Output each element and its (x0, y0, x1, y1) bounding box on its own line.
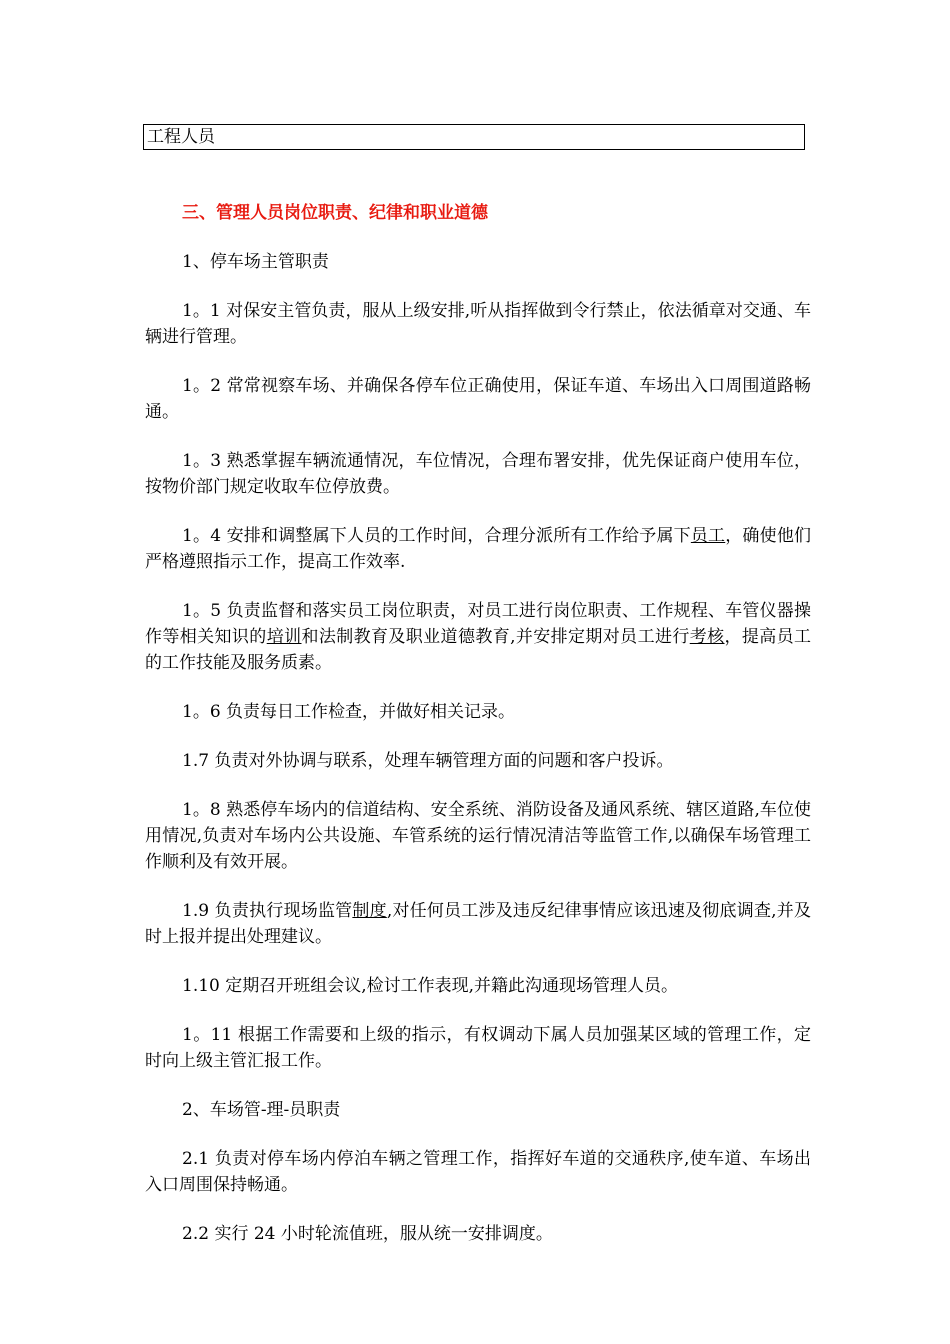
paragraph-text: 2.1 负责对停车场内停泊车辆之管理工作，指挥好车道的交通秩序,使车道、车场出入口周围保持畅通。 (145, 1149, 811, 1195)
paragraph (145, 373, 811, 425)
paragraph (145, 523, 811, 575)
paragraph-text: 1。11 根据工作需要和上级的指示，有权调动下属人员加强某区域的管理工作，定时向上级主管汇报工作。 (145, 1025, 811, 1071)
paragraph-text: ，确使他们严格遵照指示工作，提高工作效率. (145, 526, 812, 572)
document-body (145, 200, 811, 1247)
table-cell-engineering-staff: 工程人员 (147, 127, 215, 147)
paragraph (145, 1097, 811, 1123)
paragraph (145, 1221, 811, 1247)
paragraph-text: ，提高员工的工作技能及服务质素。 (145, 627, 812, 673)
paragraph-text: 1。1 对保安主管负责，服从上级安排,听从指挥做到令行禁止，依法循章对交通、车辆进行管理。 (145, 301, 811, 347)
paragraph (145, 298, 811, 350)
paragraph-text: 1.7 负责对外协调与联系，处理车辆管理方面的问题和客户投诉。 (182, 751, 674, 771)
paragraph-text: 和法制教育及职业道德教育,并安排定期对员工进行 (301, 627, 690, 647)
paragraph (145, 1022, 811, 1074)
paragraph-text: 1。4 安排和调整属下人员的工作时间，合理分派所有工作给予属下 (182, 526, 691, 546)
paragraph-text: 1。3 熟悉掌握车辆流通情况，车位情况，合理布署安排，优先保证商户使用车位，按物价部门规定收取车位停放费。 (145, 451, 811, 497)
paragraph (145, 898, 811, 950)
paragraph-text: ,对任何员工涉及违反纪律事情应该迅速及彻底调查,并及时上报并提出处理建议。 (145, 901, 811, 947)
paragraph-text: 1。6 负责每日工作检查，并做好相关记录。 (182, 702, 516, 722)
section-heading: 三、管理人员岗位职责、纪律和职业道德 (182, 203, 488, 223)
paragraph-text: 2、车场管-理-员职责 (182, 1100, 341, 1120)
paragraph (145, 973, 811, 999)
inline-link[interactable]: 制度 (352, 901, 387, 921)
paragraph (145, 748, 811, 774)
inline-link[interactable]: 培训 (266, 627, 302, 647)
paragraph-text: 1。2 常常视察车场、并确保各停车位正确使用，保证车道、车场出入口周围道路畅通。 (145, 376, 811, 422)
paragraph-text: 2.2 实行 24 小时轮流值班，服从统一安排调度。 (182, 1224, 553, 1244)
paragraph (145, 1146, 811, 1198)
inline-link[interactable]: 考核 (689, 627, 725, 647)
paragraph-text: 1、停车场主管职责 (182, 252, 329, 272)
paragraph (145, 598, 811, 676)
paragraph (145, 797, 811, 875)
paragraph (145, 448, 811, 500)
paragraph-text: 1.9 负责执行现场监管 (182, 901, 353, 921)
paragraph (145, 249, 811, 275)
table-frame (143, 124, 805, 150)
paragraph-text: 1。8 熟悉停车场内的信道结构、安全系统、消防设备及通风系统、辖区道路,车位使用情况,负责对车场内公共设施、车管系统的运行情况清洁等监管工作,以确保车场管理工作顺利及有效开展。 (145, 800, 811, 872)
paragraph (145, 699, 811, 725)
inline-link[interactable]: 员工 (690, 526, 726, 546)
paragraph-text: 1.10 定期召开班组会议,检讨工作表现,并籍此沟通现场管理人员。 (182, 976, 679, 996)
paragraph-list (145, 249, 811, 1247)
paragraph-text: 1。5 负责监督和落实员工岗位职责，对员工进行岗位职责、工作规程、车管仪器操作等相关知识的 (145, 601, 811, 647)
